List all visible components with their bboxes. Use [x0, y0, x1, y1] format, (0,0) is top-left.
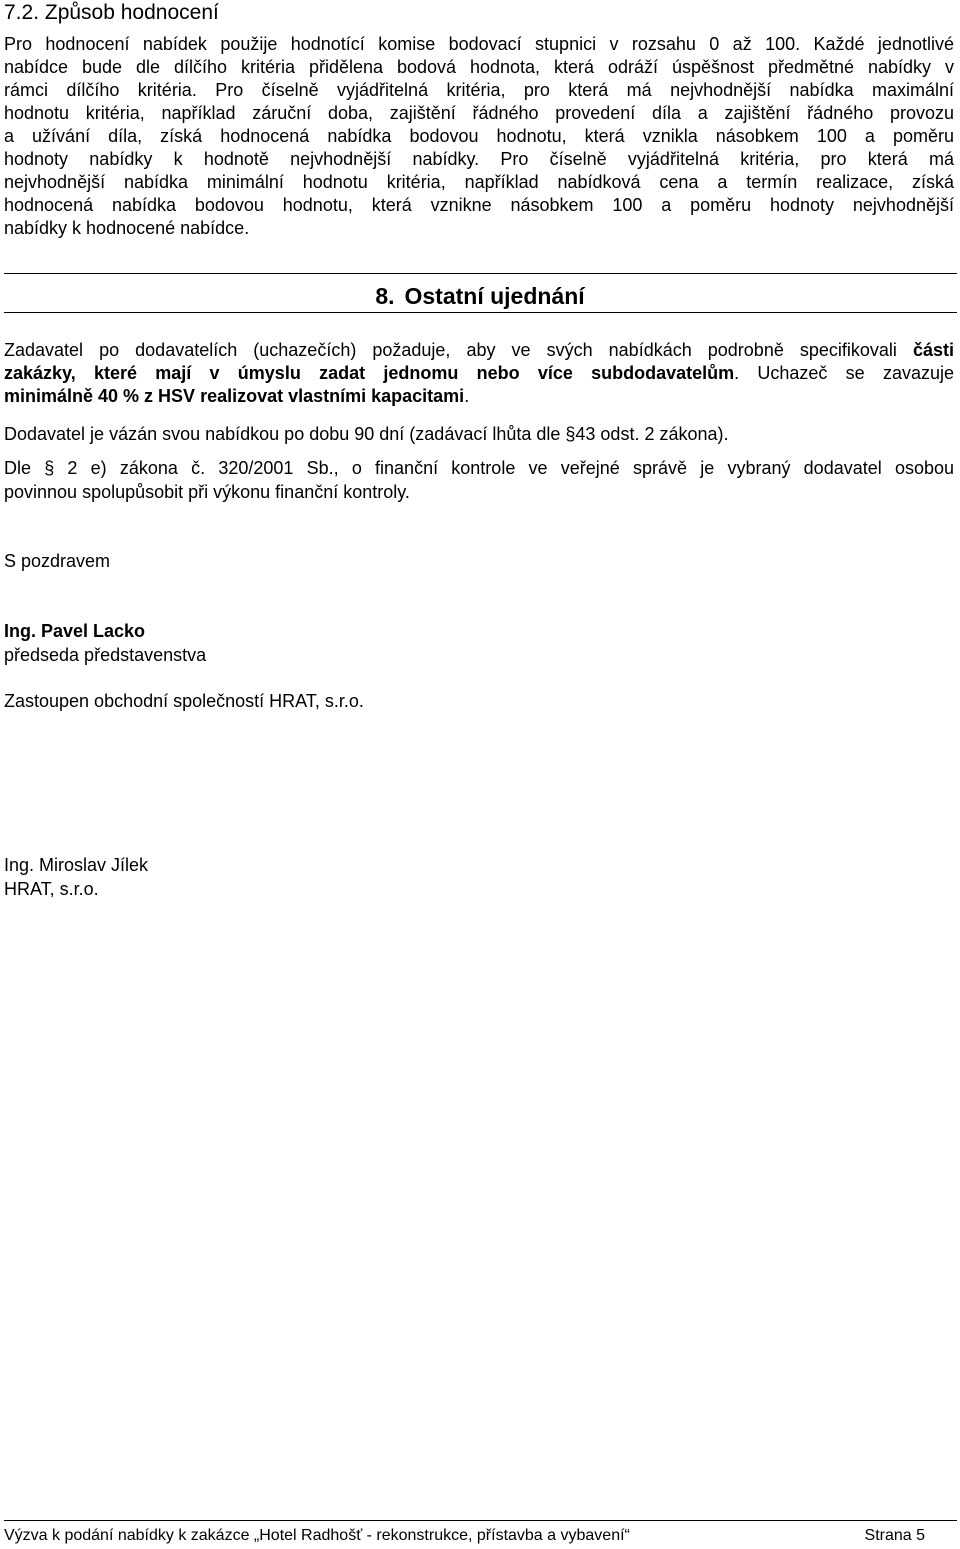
- paragraph-line: Dle § 2 e) zákona č. 320/2001 Sb., o finanční kontrole ve veřejné správě je vybraný dodavatel osobou: [4, 458, 954, 478]
- paragraph-line: nabídce bude dle dílčího kritéria přidělena bodová hodnota, která odráží úspěšnost předmětné nabídky v: [4, 57, 954, 77]
- section-divider-bottom: [4, 312, 957, 313]
- signer-role: předseda představenstva: [4, 645, 207, 665]
- paragraph-line: [4, 362, 954, 384]
- text-bold: části: [912, 340, 954, 360]
- paragraph-line: a užívání díla, získá hodnocená nabídka bodovou hodnotu, která vznikla násobkem 100 a poměru: [4, 126, 954, 146]
- section-number: 8.: [375, 283, 395, 309]
- text-normal: .: [464, 386, 470, 406]
- paragraph-line: hodnoty nabídky k hodnotě nejvhodnější nabídky. Pro číselně vyjádřitelná kritéria, pro která má: [4, 149, 954, 169]
- second-signer-company: HRAT, s.r.o.: [4, 879, 99, 899]
- text-normal: Zadavatel po dodavatelích (uchazečích) požaduje, aby ve svých nabídkách podrobně specifikovali: [4, 340, 913, 360]
- paragraph-line: [4, 339, 954, 361]
- section-heading-7-2: 7.2. Způsob hodnocení: [4, 1, 219, 24]
- paragraph-line: Dodavatel je vázán svou nabídkou po dobu 90 dní (zadávací lhůta dle §43 odst. 2 zákona).: [4, 424, 729, 444]
- section-divider-top: [4, 273, 957, 274]
- page-number: Strana 5: [864, 1527, 925, 1544]
- second-signer-name: Ing. Miroslav Jílek: [4, 855, 149, 875]
- represented-by: Zastoupen obchodní společností HRAT, s.r.o.: [4, 691, 364, 711]
- paragraph-line: nabídky k hodnocené nabídce.: [4, 218, 250, 238]
- paragraph-line: nejvhodnější nabídka minimální hodnotu kritéria, například nabídková cena a termín realizace, získá: [4, 172, 954, 192]
- footer-title: Výzva k podání nabídky k zakázce „Hotel Radhošť - rekonstrukce, přístavba a vybavení“: [4, 1527, 630, 1544]
- paragraph-line: [4, 385, 469, 407]
- paragraph-line: hodnocená nabídka bodovou hodnotu, která vznikne násobkem 100 a poměru hodnoty nejvhodnější: [4, 195, 954, 215]
- paragraph-line: Pro hodnocení nabídek použije hodnotící komise bodovací stupnici v rozsahu 0 až 100. Každé jednotlivé: [4, 34, 954, 54]
- text-bold: zakázky, které mají v úmyslu zadat jednomu nebo více subdodavatelům: [4, 363, 735, 383]
- text-bold: minimálně 40 % z HSV realizovat vlastními kapacitami: [4, 386, 465, 406]
- paragraph-line: rámci dílčího kritéria. Pro číselně vyjádřitelná kritéria, pro která má nejvhodnější nabídka maximální: [4, 80, 954, 100]
- text-normal: . Uchazeč se zavazuje: [734, 363, 954, 383]
- paragraph-line: hodnotu kritéria, například záruční doba, zajištění řádného provedení díla a zajištění řádného provozu: [4, 103, 954, 123]
- signer-name: Ing. Pavel Lacko: [4, 621, 146, 641]
- footer-divider: [4, 1520, 957, 1521]
- section-title: Ostatní ujednání: [404, 283, 585, 309]
- paragraph-line: povinnou spolupůsobit při výkonu finanční kontroly.: [4, 482, 410, 502]
- greeting: S pozdravem: [4, 551, 111, 571]
- section-heading-8: [0, 282, 960, 310]
